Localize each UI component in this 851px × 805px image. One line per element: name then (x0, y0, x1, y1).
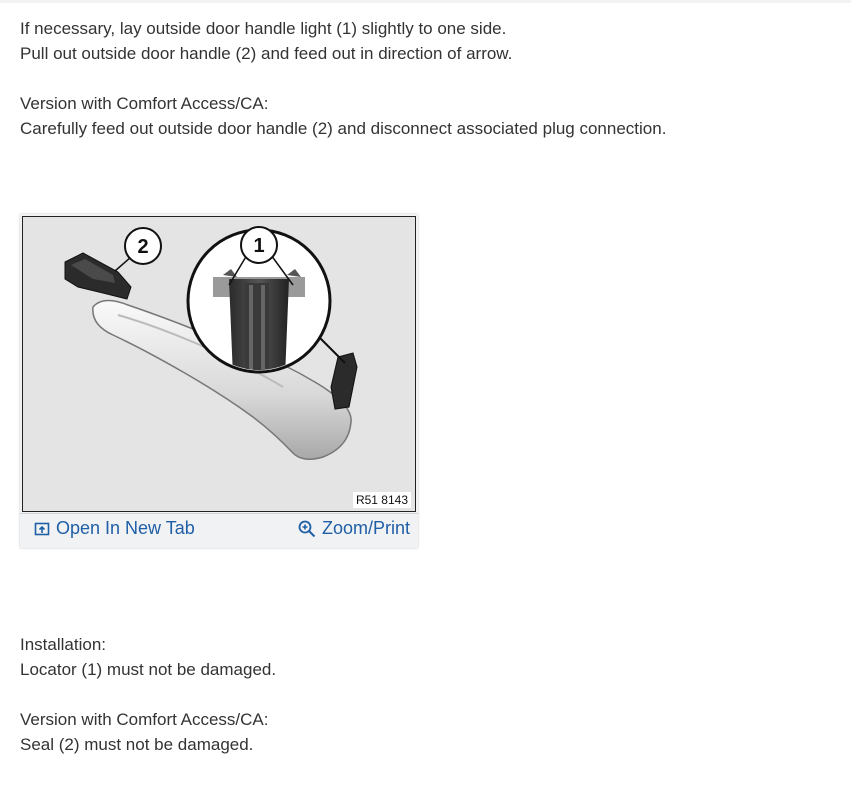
door-handle-drawing (23, 217, 415, 511)
callout-1-label: 1 (253, 235, 265, 257)
instruction-line: Version with Comfort Access/CA: (20, 710, 269, 729)
instruction-line: Carefully feed out outside door handle (2) and disconnect associated plug connection. (20, 119, 667, 138)
instruction-line: Locator (1) must not be damaged. (20, 660, 277, 679)
open-new-tab-icon (34, 521, 50, 537)
door-handle-illustration[interactable] (22, 216, 416, 512)
zoom-print-link[interactable] (298, 518, 410, 539)
instruction-installation-comfort-access (20, 707, 268, 757)
callout-2 (125, 228, 161, 264)
instruction-line: Seal (2) must not be damaged. (20, 735, 254, 754)
instruction-installation (20, 632, 276, 682)
open-in-new-tab-label: Open In New Tab (56, 518, 195, 538)
callout-1 (241, 227, 277, 263)
figure-toolbar (20, 513, 418, 548)
figure-card (20, 214, 418, 548)
figure-reference-code: R51 8143 (353, 492, 411, 508)
instruction-line: Installation: (20, 635, 106, 654)
instruction-removal (20, 16, 512, 66)
instruction-comfort-access (20, 91, 666, 141)
zoom-in-icon (298, 520, 316, 538)
instruction-line: Pull out outside door handle (2) and feed out in direction of arrow. (20, 44, 513, 63)
callout-2-label: 2 (137, 236, 149, 258)
zoom-print-label: Zoom/Print (321, 518, 410, 538)
open-in-new-tab-link[interactable] (34, 518, 195, 539)
instruction-line: Version with Comfort Access/CA: (20, 94, 269, 113)
instruction-line: If necessary, lay outside door handle light (1) slightly to one side. (20, 19, 507, 38)
top-divider (0, 0, 851, 3)
